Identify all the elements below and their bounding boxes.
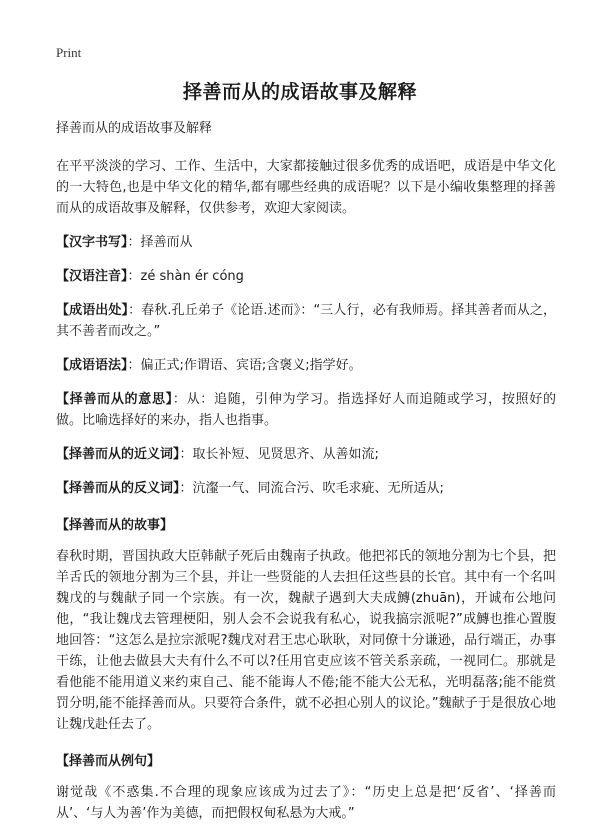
section-origin-text: ：春秋.孔丘弟子《论语.述而》：“三人行，必有我师焉。择其善者而从之，其不善者而改之。” bbox=[56, 303, 556, 339]
section-meaning bbox=[56, 389, 556, 431]
page-title: 择善而从的成语故事及解释 bbox=[182, 81, 417, 103]
article-subtitle: 择善而从的成语故事及解释 bbox=[56, 121, 213, 136]
print-link[interactable]: Print bbox=[56, 45, 82, 60]
section-antonyms-head: 【择善而从的反义词】 bbox=[56, 481, 180, 496]
section-pinyin-head: 【汉语注音】 bbox=[56, 269, 128, 284]
article-body bbox=[56, 120, 556, 824]
story-paragraph: 春秋时期，晋国执政大臣韩献子死后由魏南子执政。他把祁氏的领地分割为七个县，把羊舌氏的领地分割为三个县，并让一些贤能的人去担任这些县的长官。其中有一个名叫魏戊的与魏献子同一个宗族。有一次，魏献子遇到大夫成鱄(zhuān)，开诚布公地问他，“我让魏戊去管理梗阳，别人会不会说我有私心，说我搞宗派呢?”成鱄也推心置腹地回答：“这怎么是拉宗派呢?魏戊对君王忠心耿耿，对同僚十分谦逊，品行端正，办事干练，让他去做县大夫有什么不可以?任用官吏应该不管关系亲疏，一视同仁。那就是看他能不能用道义来约束自己、能不能诲人不倦;能不能大公无私，光明磊落;能不能赏罚分明,能不能择善而从。只要符合条件，就不必担心别人的议论。”魏献子于是很放心地让魏戊赴任去了。 bbox=[56, 549, 556, 732]
section-writing-head: 【汉字书写】 bbox=[56, 235, 128, 250]
section-meaning-text: ：从：追随，引伸为学习。指选择好人而追随或学习，按照好的做。比喻选择好的来办，指人也指事。 bbox=[56, 392, 556, 428]
section-meaning-head: 【择善而从的意思】 bbox=[56, 392, 173, 407]
section-pinyin-text: ：zé shàn ér cóng bbox=[127, 269, 244, 284]
section-grammar bbox=[56, 355, 556, 376]
story-heading: 【择善而从的故事】 bbox=[56, 518, 174, 533]
section-writing-text: ：择善而从 bbox=[127, 235, 193, 250]
example-heading: 【择善而从例句】 bbox=[56, 754, 161, 769]
section-origin bbox=[56, 300, 556, 342]
intro-paragraph: 在平平淡淡的学习、工作、生活中，大家都接触过很多优秀的成语吧，成语是中华文化的一大特色,也是中华文化的精华,都有哪些经典的成语呢？以下是小编收集整理的择善而从的成语故事及解释，仅供参考，欢迎大家阅读。 bbox=[56, 159, 556, 216]
section-antonyms-text: ：沆瀣一气、同流合污、吹毛求疵、无所适从; bbox=[179, 481, 444, 496]
section-synonyms bbox=[56, 444, 556, 465]
section-origin-head: 【成语出处】 bbox=[56, 303, 129, 318]
example-paragraph: 谢觉哉《不惑集.不合理的现象应该成为过去了》：“历史上总是把‘反省’、‘择善而从’、‘与人为善’作为美德，而把假权甸私悬为大戒。” bbox=[56, 785, 556, 821]
section-pinyin bbox=[56, 266, 556, 287]
section-writing bbox=[56, 232, 556, 253]
section-synonyms-text: ：取长补短、见贤思齐、从善如流; bbox=[179, 447, 379, 462]
section-antonyms bbox=[56, 478, 556, 499]
section-grammar-text: ：偏正式;作谓语、宾语;含褒义;指学好。 bbox=[127, 358, 362, 373]
section-synonyms-head: 【择善而从的近义词】 bbox=[56, 447, 180, 462]
section-grammar-head: 【成语语法】 bbox=[56, 358, 128, 373]
